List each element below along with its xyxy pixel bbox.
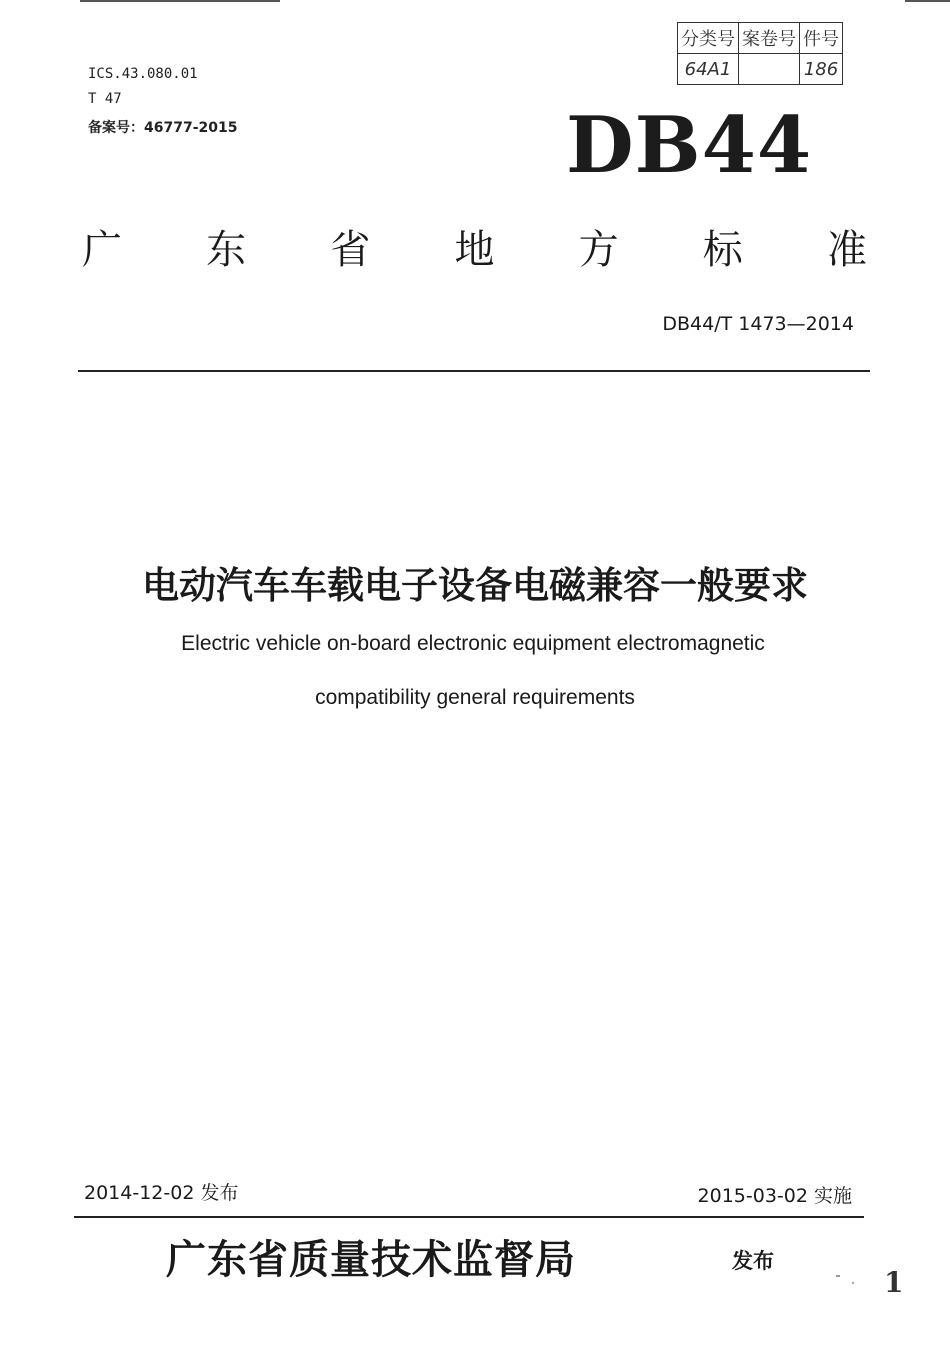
scan-speck — [836, 1275, 840, 1277]
publisher-suffix: 发布 — [732, 1249, 774, 1273]
standard-type-char: 准 — [826, 227, 867, 273]
classification-code: T 47 — [88, 91, 122, 107]
archive-header-volume: 案卷号 — [739, 23, 800, 54]
document-title-chinese: 电动汽车车载电子设备电磁兼容一般要求 — [142, 564, 808, 607]
implementation-date: 2015-03-02 实施 — [697, 1185, 852, 1207]
scan-edge-mark — [80, 0, 280, 2]
publisher-name: 广东省质量技术监督局 — [166, 1236, 576, 1283]
document-title-english-line2: compatibility general requirements — [315, 686, 635, 709]
archive-header-item: 件号 — [800, 23, 843, 54]
archive-value-category: 64A1 — [678, 54, 739, 85]
issue-date: 2014-12-02 发布 — [84, 1182, 239, 1204]
archive-value-item: 186 — [800, 54, 843, 85]
db44-logo: DB44 — [566, 100, 813, 191]
standard-number: DB44/T 1473—2014 — [662, 313, 854, 335]
document-title-english-line1: Electric vehicle on-board electronic equipment electromagnetic — [181, 632, 765, 655]
archive-stamp-box — [677, 22, 843, 85]
standard-type-heading — [82, 218, 867, 275]
ics-code: ICS.43.080.01 — [88, 66, 198, 82]
footer-divider — [74, 1216, 864, 1218]
archive-header-category: 分类号 — [678, 23, 739, 54]
standard-type-char: 省 — [330, 227, 371, 273]
page-number: 1 — [884, 1266, 904, 1299]
header-divider — [78, 370, 870, 372]
standard-type-char: 广 — [82, 227, 122, 273]
archive-value-volume — [739, 54, 800, 85]
standard-type-char: 地 — [454, 227, 495, 273]
scan-edge-mark — [905, 0, 950, 2]
standard-type-char: 方 — [578, 227, 619, 273]
standard-type-char: 东 — [206, 227, 247, 273]
scan-speck — [852, 1282, 854, 1284]
filing-number: 备案号：46777-2015 — [88, 120, 238, 136]
standard-type-char: 标 — [702, 227, 743, 273]
